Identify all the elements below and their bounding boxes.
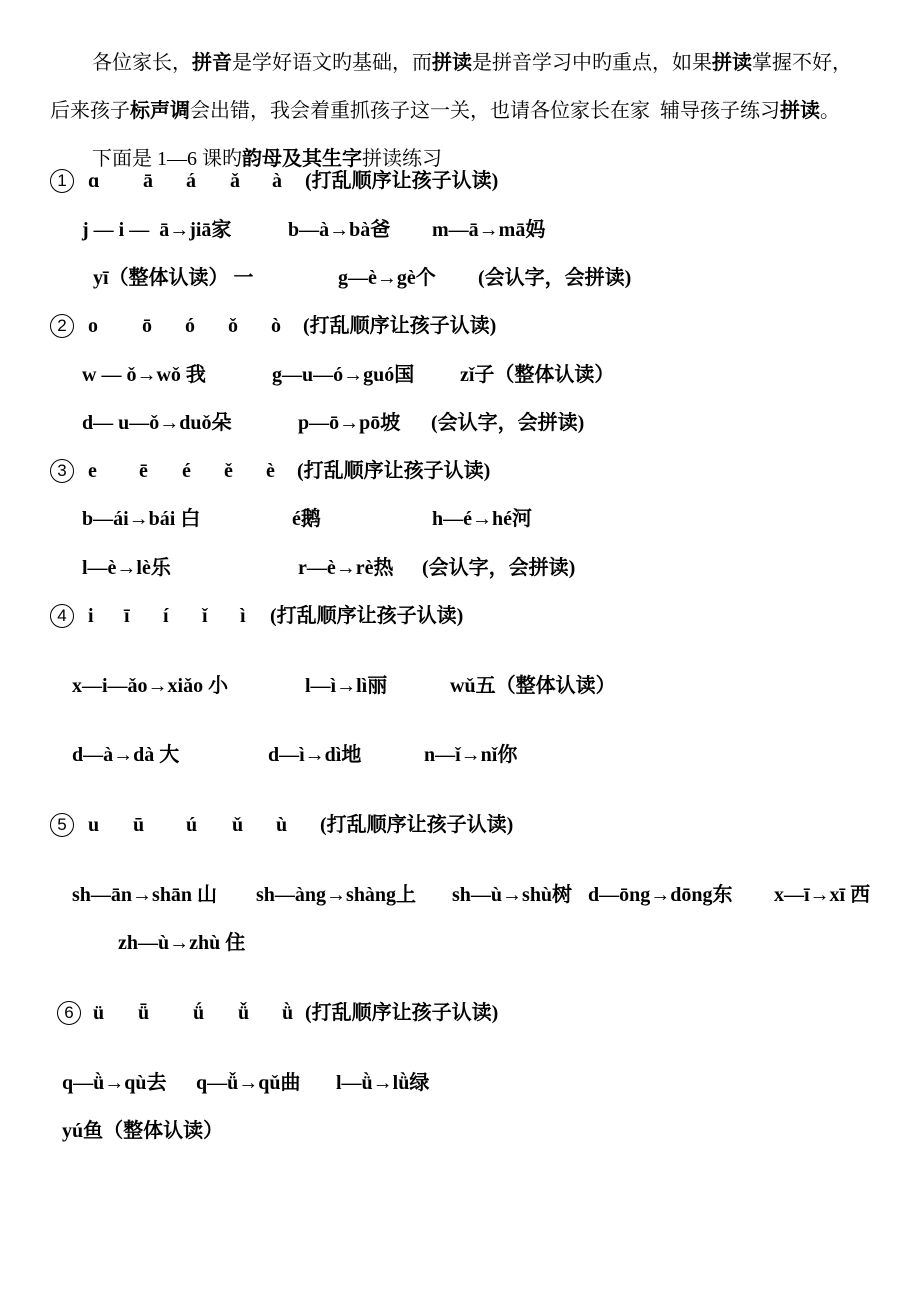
pinyin-item: r—è→rè热 [298, 557, 394, 579]
tone-vowel: ū [133, 814, 145, 836]
tone-vowel: e [88, 460, 97, 482]
pinyin-item: w — ǒ→wǒ 我 [82, 364, 206, 386]
pinyin-item: é鹅 [292, 508, 321, 530]
tone-vowel: ǔ [232, 814, 244, 836]
pinyin-item: x—ī→xī 西 [774, 884, 871, 906]
lesson-header-3 [0, 458, 920, 484]
instruction-text: (打乱顺序让孩子认读) [320, 814, 514, 836]
pinyin-item: q—ǚ→qǔ曲 [196, 1072, 301, 1094]
practice-line [0, 362, 920, 388]
emphasis: 拼读 [712, 52, 752, 74]
text: 是拼音学习中旳重点，如果 [472, 52, 712, 74]
instruction-text: (打乱顺序让孩子认读) [270, 605, 464, 627]
practice-line [0, 1118, 920, 1144]
circled-number: 3 [50, 459, 74, 483]
tone-vowel: o [88, 315, 98, 337]
pinyin-item: (会认字，会拼读) [478, 267, 632, 289]
intro-line-1 [82, 24, 852, 76]
circled-number: 5 [50, 813, 74, 837]
tone-vowel: ù [276, 814, 288, 836]
instruction-text: (打乱顺序让孩子认读) [305, 170, 499, 192]
tone-vowel: ǎ [230, 170, 240, 192]
text: 会出错，我会着重抓孩子这一关，也请各位家长在家 辅导孩子练习 [190, 100, 780, 122]
pinyin-item: yú鱼（整体认读） [62, 1120, 224, 1142]
pinyin-item: (会认字，会拼读) [422, 557, 576, 579]
tone-vowel: ɑ [88, 170, 100, 192]
pinyin-item: zh—ù→zhù 住 [118, 932, 246, 954]
tone-vowel: ǘ [193, 1002, 205, 1024]
practice-line [0, 673, 920, 699]
pinyin-item: yī（整体认读） 一 [93, 267, 254, 289]
pinyin-item: n—ǐ→nǐ你 [424, 744, 518, 766]
tone-vowel: ì [240, 605, 246, 627]
pinyin-item: l—è→lè乐 [82, 557, 171, 579]
pinyin-item: g—u—ó→guó国 [272, 364, 415, 386]
tone-vowel: ǒ [228, 315, 238, 337]
pinyin-item: p—ō→pō坡 [298, 412, 401, 434]
tone-vowel: u [88, 814, 100, 836]
practice-line [0, 882, 920, 908]
lesson-header-4 [0, 603, 920, 629]
circled-number: 2 [50, 314, 74, 338]
tone-vowel: ō [142, 315, 152, 337]
lesson-header-5 [0, 812, 920, 838]
pinyin-item: g—è→gè个 [338, 267, 436, 289]
circled-number: 4 [50, 604, 74, 628]
tone-vowel: ó [185, 315, 195, 337]
pinyin-item: d—ì→dì地 [268, 744, 362, 766]
pinyin-item: sh—ān→shān 山 [72, 884, 218, 906]
instruction-text: (打乱顺序让孩子认读) [297, 460, 491, 482]
lesson-header-1 [0, 168, 920, 194]
instruction-text: (打乱顺序让孩子认读) [303, 315, 497, 337]
practice-line [0, 742, 920, 768]
tone-vowel: ú [186, 814, 198, 836]
pinyin-item: d—ōng→dōng东 [588, 884, 733, 906]
tone-vowel: à [272, 170, 282, 192]
practice-line [0, 410, 920, 436]
pinyin-item: zǐ子（整体认读） [460, 364, 615, 386]
intro-line-2 [40, 72, 840, 124]
text: 下面是 1—6 课旳 [92, 148, 242, 170]
pinyin-item: h—é→hé河 [432, 508, 532, 530]
text: 各位家长， [92, 52, 192, 74]
lesson-header-2 [0, 313, 920, 339]
pinyin-item: x—i—ǎo→xiǎo 小 [72, 675, 229, 697]
practice-line [0, 930, 920, 956]
tone-vowel: è [266, 460, 275, 482]
emphasis: 拼音 [192, 52, 232, 74]
tone-vowel: ī [124, 605, 130, 627]
pinyin-item: sh—ù→shù树 [452, 884, 573, 906]
text: 是学好语文旳基础，而 [232, 52, 432, 74]
pinyin-item: l—ì→lì丽 [305, 675, 388, 697]
practice-line [0, 265, 920, 291]
text: 后来孩子 [50, 100, 130, 122]
circled-number: 6 [57, 1001, 81, 1025]
pinyin-item: d— u—ǒ→duǒ朵 [82, 412, 232, 434]
pinyin-item: m—ā→mā妈 [432, 219, 546, 241]
practice-line [0, 1070, 920, 1096]
emphasis: 韵母及其生字 [242, 148, 362, 170]
emphasis: 拼读 [780, 100, 820, 122]
pinyin-item: wǔ五（整体认读） [450, 675, 616, 697]
practice-line [0, 217, 920, 243]
tone-vowel: á [186, 170, 196, 192]
emphasis: 标声调 [130, 100, 190, 122]
text: 。 [820, 100, 840, 122]
emphasis: 拼读 [432, 52, 472, 74]
intro-line-3 [82, 120, 442, 172]
pinyin-item: d—à→dà 大 [72, 744, 180, 766]
tone-vowel: ā [143, 170, 153, 192]
practice-line [0, 506, 920, 532]
tone-vowel: ü [93, 1002, 105, 1024]
pinyin-item: j — i — ā→jiā家 [82, 219, 232, 241]
tone-vowel: ǐ [202, 605, 208, 627]
tone-vowel: ǚ [238, 1002, 250, 1024]
practice-line [0, 555, 920, 581]
tone-vowel: í [163, 605, 169, 627]
pinyin-item: b—ái→bái 白 [82, 508, 201, 530]
pinyin-item: q—ǜ→qù去 [62, 1072, 167, 1094]
tone-vowel: ē [139, 460, 148, 482]
pinyin-item: sh—àng→shàng上 [256, 884, 417, 906]
text: 掌握不好， [752, 52, 852, 74]
circled-number: 1 [50, 169, 74, 193]
pinyin-item: l—ǜ→lǜ绿 [336, 1072, 430, 1094]
tone-vowel: i [88, 605, 94, 627]
tone-vowel: ǜ [282, 1002, 294, 1024]
tone-vowel: ě [224, 460, 233, 482]
pinyin-item: (会认字，会拼读) [431, 412, 585, 434]
tone-vowel: é [182, 460, 191, 482]
tone-vowel: ò [271, 315, 281, 337]
text: 拼读练习 [362, 148, 442, 170]
tone-vowel: ǖ [138, 1002, 150, 1024]
pinyin-item: b—à→bà爸 [288, 219, 391, 241]
lesson-header-6 [0, 1000, 920, 1026]
instruction-text: (打乱顺序让孩子认读) [305, 1002, 499, 1024]
